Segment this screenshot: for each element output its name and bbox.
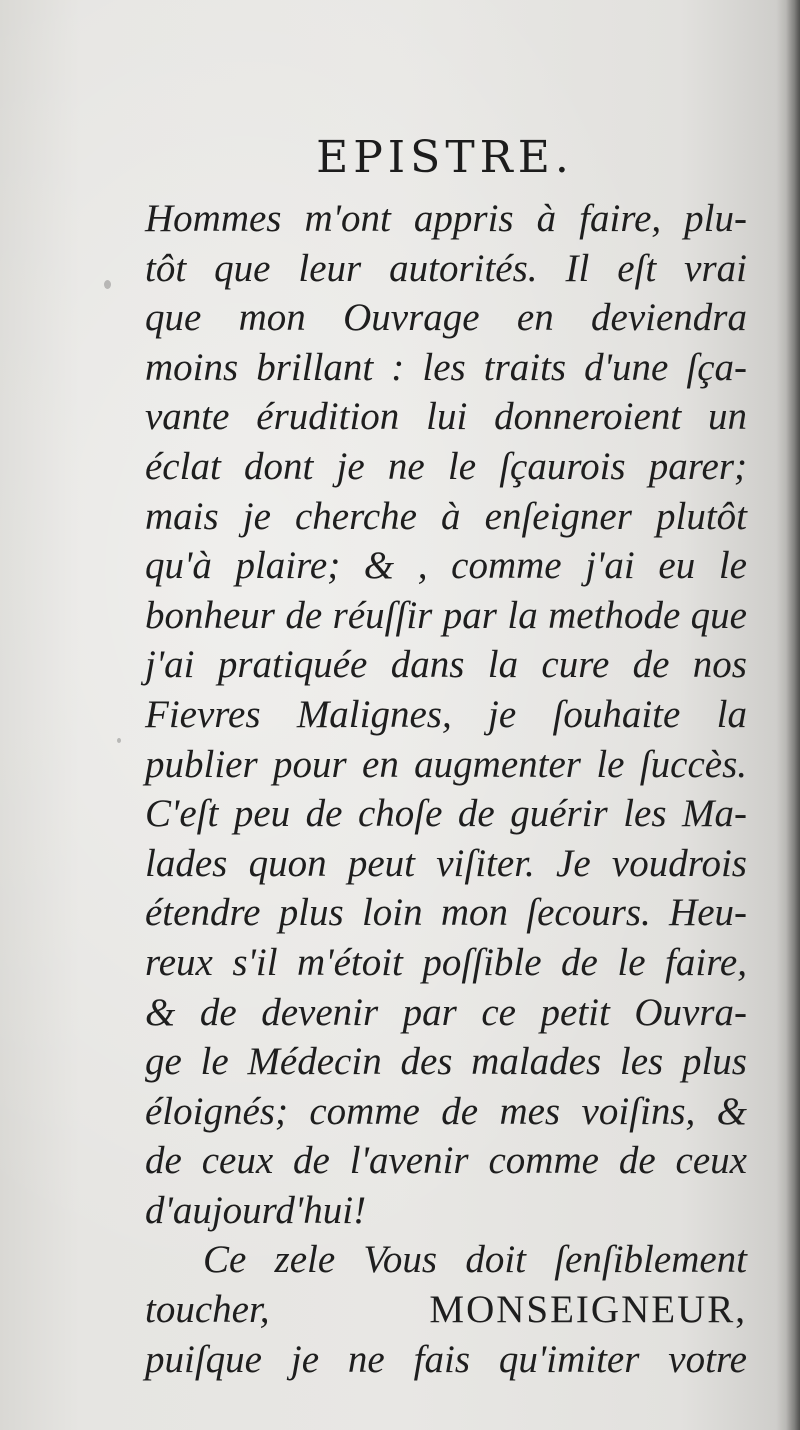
- text-line: reux s'il m'étoit poſſible de le faire,: [145, 940, 747, 984]
- addressee-caps: MONSEIGNEUR,: [429, 1288, 747, 1332]
- text-line: & de devenir par ce petit Ouvra-: [145, 990, 747, 1034]
- text-line: [145, 1285, 747, 1335]
- text-line: Ce zele Vous doit ſenſiblement: [203, 1238, 747, 1282]
- text-line: qu'à plaire; & , comme j'ai eu le: [145, 544, 747, 588]
- text-line: lades quon peut viſiter. Je voudrois: [145, 841, 747, 885]
- text-run: toucher,: [145, 1288, 270, 1332]
- text-line: étendre plus loin mon ſecours. Heu-: [145, 891, 747, 935]
- ink-speck: [117, 738, 121, 743]
- text-line: que mon Ouvrage en deviendra: [145, 296, 747, 340]
- body-text: [145, 194, 747, 1384]
- text-line: vante érudition lui donneroient un: [145, 395, 747, 439]
- text-line: tôt que leur autorités. Il eſt vrai: [145, 246, 747, 290]
- text-line: de ceux de l'avenir comme de ceux: [145, 1139, 747, 1183]
- running-title: EPISTRE.: [316, 132, 574, 183]
- ink-speck: [104, 280, 111, 289]
- text-line: éclat dont je ne le ſçaurois parer;: [145, 444, 747, 488]
- text-line: ge le Médecin des malades les plus: [145, 1040, 747, 1084]
- text-line: moins brillant : les traits d'une ſça-: [145, 345, 747, 389]
- text-line: bonheur de réuſſir par la methode que: [145, 593, 747, 637]
- text-line: puiſque je ne fais qu'imiter votre: [145, 1337, 747, 1381]
- page-edge-shadow: [786, 0, 800, 1430]
- text-line: d'aujourd'hui!: [145, 1188, 367, 1232]
- text-line: Fievres Malignes, je ſouhaite la: [145, 692, 747, 736]
- text-line: mais je cherche à enſeigner plutôt: [145, 494, 747, 538]
- text-line: j'ai pratiquée dans la cure de nos: [145, 643, 747, 687]
- text-line: Hommes m'ont appris à faire, plu-: [145, 197, 747, 240]
- text-line: publier pour en augmenter le ſuccès.: [145, 742, 747, 786]
- text-line: C'eſt peu de choſe de guérir les Ma-: [145, 792, 747, 836]
- text-line: éloignés; comme de mes voiſins, &: [145, 1089, 747, 1133]
